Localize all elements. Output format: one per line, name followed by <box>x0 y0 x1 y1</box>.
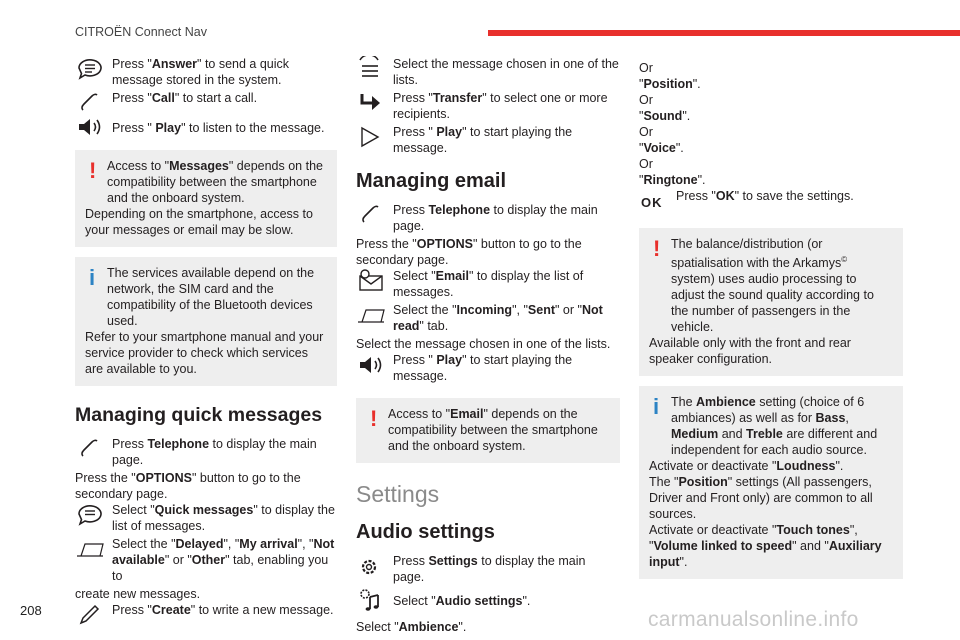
phone-icon <box>75 436 105 462</box>
heading-managing-quick-messages: Managing quick messages <box>75 404 323 426</box>
warning-icon: ! <box>89 158 97 183</box>
or-text: Or <box>639 125 653 139</box>
ok-icon: OK <box>641 195 663 210</box>
speaker-icon <box>75 114 105 140</box>
instruction-play-message: Press " Play" to listen to the message. <box>75 114 337 136</box>
warning-note-balance: ! The balance/distribution (or spatialisation with the Arkamys© system) uses audio processing to adjust the sound quality according to the number of passengers in the vehicle. Available only with the front and rear speaker configuration. <box>639 228 903 376</box>
email-icon <box>356 268 386 294</box>
or-text: Or <box>639 157 653 171</box>
instruction-play: Press " Play" to start playing the message. <box>356 124 620 156</box>
instruction-select-message-list: Select the message chosen in one of the lists. <box>356 337 611 351</box>
warning-note-messages: ! Access to "Messages" depends on the compatibility between the smartphone and the onboard system. Depending on the smartphone, access to your messages or email may be slow. <box>75 150 337 247</box>
gear-icon <box>356 553 386 579</box>
info-note-services: i The services available depend on the network, the SIM card and the compatibility of the Bluetooth devices used. Refer to your smartphone manual and your service provider to check which services are available to you. <box>75 257 337 386</box>
instruction-email: Select "Email" to display the list of messages. <box>356 268 620 300</box>
instruction-call: Press "Call" to start a call. <box>75 90 337 106</box>
info-icon: i <box>653 394 660 420</box>
instruction-transfer: Press "Transfer" to select one or more recipients. <box>356 90 620 122</box>
instruction-select-tab: Select the "Incoming", "Sent" or "Not read" tab. <box>356 302 620 334</box>
or-text: Or <box>639 93 653 107</box>
message-list-icon <box>356 56 386 82</box>
column-3 <box>639 60 903 589</box>
tab-icon <box>75 536 105 562</box>
column-2 <box>356 56 620 635</box>
or-text: Or <box>639 61 653 75</box>
heading-managing-email: Managing email <box>356 170 507 192</box>
phone-icon <box>75 90 105 116</box>
warning-note-email: ! Access to "Email" depends on the compatibility between the smartphone and the onboard system. <box>356 398 620 463</box>
page-number: 208 <box>20 603 42 618</box>
instruction-options: Press the "OPTIONS" button to go to the secondary page. <box>75 471 301 501</box>
instruction-quick-messages: Select "Quick messages" to display the list of messages. <box>75 502 337 534</box>
instruction-press-telephone: Press Telephone to display the main page. <box>356 202 620 234</box>
warning-icon: ! <box>370 406 378 431</box>
instruction-select-tab: Select the "Delayed", "My arrival", "Not available" or "Other" tab, enabling you to <box>75 536 337 584</box>
instruction-audio-settings: Select "Audio settings". <box>356 587 620 617</box>
footer-watermark: carmanualsonline.info <box>648 608 859 631</box>
option-voice: "Voice". <box>639 141 684 155</box>
option-position: "Position". <box>639 77 701 91</box>
instruction-ambience: Select "Ambience". <box>356 620 467 634</box>
instruction-press-telephone: Press Telephone to display the main page. <box>75 436 337 468</box>
option-ringtone: "Ringtone". <box>639 173 706 187</box>
instruction-create: Press "Create" to write a new message. <box>75 602 337 618</box>
play-icon <box>356 124 386 150</box>
info-note-ambience: i The Ambience setting (choice of 6 ambiances) as well as for Bass, Medium and Treble are different and independent for each audio source. Activate or deactivate "Loudness". The "Position" settings (All passengers, Driver and Front only) are common to all sources. Activate or deactivate "Touch tones", "Volume linked to speed" and "Auxiliary input". <box>639 386 903 579</box>
option-sound: "Sound". <box>639 109 691 123</box>
quick-message-icon <box>75 502 105 528</box>
heading-audio-settings: Audio settings <box>356 521 495 543</box>
header-title: CITROËN Connect Nav <box>75 25 207 39</box>
quick-message-icon <box>75 56 105 82</box>
audio-settings-icon <box>356 587 386 613</box>
warning-icon: ! <box>653 236 661 261</box>
instruction-ok: OK Press "OK" to save the settings. <box>639 188 903 214</box>
info-icon: i <box>89 265 96 290</box>
header-accent-bar <box>488 30 960 36</box>
instruction-press-settings: Press Settings to display the main page. <box>356 553 620 585</box>
section-title-settings: Settings <box>356 481 440 507</box>
tab-icon <box>356 302 386 328</box>
instruction-create-messages: create new messages. <box>75 587 201 601</box>
instruction-answer: Press "Answer" to send a quick message stored in the system. <box>75 56 337 88</box>
speaker-icon <box>356 352 386 378</box>
instruction-play-email: Press " Play" to start playing the message. <box>356 352 620 384</box>
column-1 <box>75 56 337 620</box>
forward-arrow-icon <box>356 90 386 116</box>
pencil-icon <box>75 602 105 628</box>
phone-icon <box>356 202 386 228</box>
instruction-select-message: Select the message chosen in one of the lists. <box>356 56 620 88</box>
instruction-options: Press the "OPTIONS" button to go to the secondary page. <box>356 237 582 267</box>
